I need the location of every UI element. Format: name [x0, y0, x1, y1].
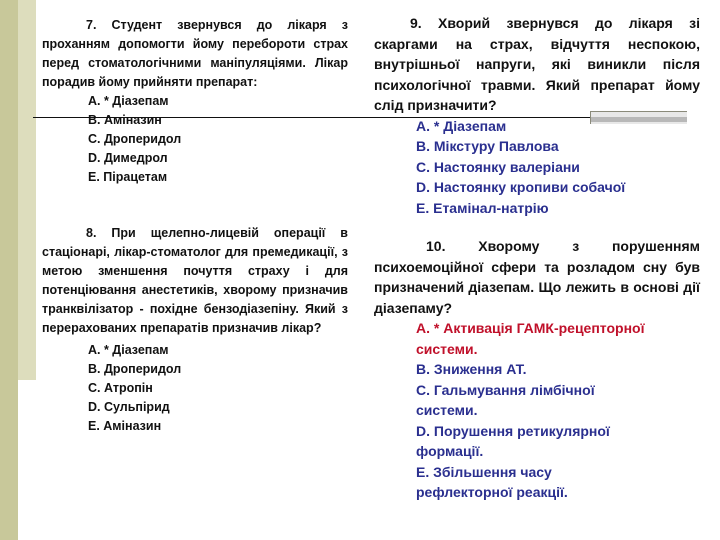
- question-10-stem: [374, 236, 700, 318]
- question-10-text: Хворому з порушенням психоемоційної сфери та розладом сну був призначений діазепам. Що лежить в основі дії діазепаму?: [374, 238, 701, 316]
- question-10-option-a: A. * Активація ГАМК-рецепторної: [416, 320, 645, 336]
- question-9-option-e: E. Етамінал-натрію: [416, 199, 549, 216]
- question-10-option-c-cont: системи.: [416, 402, 478, 418]
- question-8-option-c: C. Атропін: [88, 381, 153, 395]
- question-7-option-a: A. * Діазепам: [88, 94, 169, 108]
- question-9-option-b: B. Мікстуру Павлова: [416, 138, 559, 154]
- question-7-text: Студент звернувся до лікаря з проханням допомогти йому перебороти страх перед стоматологічними маніпуляціями. Лікар порадив йому прийняти препарат:: [42, 18, 348, 89]
- sidebar-band: [0, 0, 18, 540]
- question-10-option-c: C. Гальмування лімбічної: [416, 381, 595, 398]
- question-8-option-d: D. Сульпірид: [88, 400, 170, 414]
- question-7-option-c: C. Дроперидол: [88, 132, 182, 146]
- question-9: [374, 13, 700, 218]
- question-8-stem: [42, 224, 348, 338]
- question-10-number: 10.: [426, 238, 446, 254]
- question-8-text: При щелепно-лицевій операції в стаціонарі, лікар-стоматолог для премедикації, з метою зменшення почуття страху і для потенціювання анестетиків, хворому призначив транквілізатор - похідне бензодіазепіну. Який з перерахованих препаратів призначив лікар?: [42, 226, 348, 335]
- question-7-option-e: E. Пірацетам: [88, 170, 168, 184]
- question-7-option-d: D. Димедрол: [88, 151, 168, 165]
- question-9-stem: [374, 13, 700, 116]
- question-10-option-b: B. Зниження АТ.: [416, 361, 527, 377]
- question-9-option-a: A. * Діазепам: [416, 117, 507, 134]
- question-8-number: 8.: [86, 226, 97, 240]
- question-7-stem: [42, 16, 348, 92]
- question-8-option-b: B. Дроперидол: [88, 362, 182, 376]
- question-10-option-d-cont: формації.: [416, 443, 484, 459]
- question-10-option-e-cont: рефлекторної реакції.: [416, 484, 568, 500]
- question-7-number: 7.: [86, 18, 97, 32]
- question-8-option-a: A. * Діазепам: [88, 343, 169, 357]
- sidebar-band-inner: [18, 0, 36, 380]
- question-9-option-c: C. Настоянку валеріани: [416, 158, 580, 175]
- question-10: [374, 236, 700, 503]
- question-10-option-a-cont: системи.: [416, 340, 478, 357]
- question-10-option-e: E. Збільшення часу: [416, 463, 552, 480]
- question-9-text: Хворий звернувся до лікаря зі скаргами на страх, відчуття неспокою, внутрішньої напруги, які виникли після психологічної травми. Який препарат йому слід призначити?: [374, 15, 701, 113]
- question-9-option-d: D. Настоянку кропиви собачої: [416, 179, 626, 195]
- question-8-option-e: E. Аміназин: [88, 419, 162, 433]
- question-7-option-b: B. Аміназин: [88, 113, 162, 127]
- question-7: [42, 16, 348, 187]
- question-8: [42, 224, 348, 436]
- question-9-number: 9.: [410, 15, 422, 31]
- question-10-option-d: D. Порушення ретикулярної: [416, 422, 610, 439]
